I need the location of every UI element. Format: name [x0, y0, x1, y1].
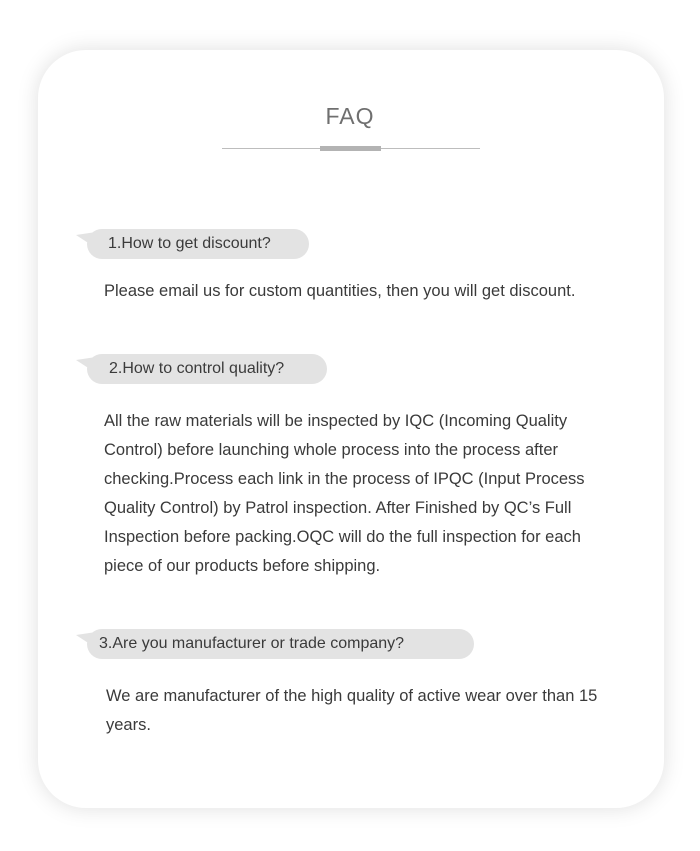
faq-question-2: 2.How to control quality?: [87, 354, 327, 384]
faq-title: FAQ: [325, 103, 375, 129]
faq-answer-1: Please email us for custom quantities, then you will get discount.: [104, 282, 576, 300]
faq-question-1: 1.How to get discount?: [87, 229, 309, 259]
faq-answer-3: We are manufacturer of the high quality of active wear over than 15 years.: [106, 687, 598, 734]
faq-answer-2: All the raw materials will be inspected by IQC (Incoming Quality Control) before launching whole process into the process after checking.Process each link in the process of IPQC (Input Process Quality Control) by Patrol inspection. After Finished by QC’s Full Inspection before packing.OQC will do the full inspection for each piece of our products before shipping.: [104, 412, 585, 575]
faq-question-3: 3.Are you manufacturer or trade company?: [87, 629, 474, 659]
title-divider-accent: [320, 146, 381, 151]
